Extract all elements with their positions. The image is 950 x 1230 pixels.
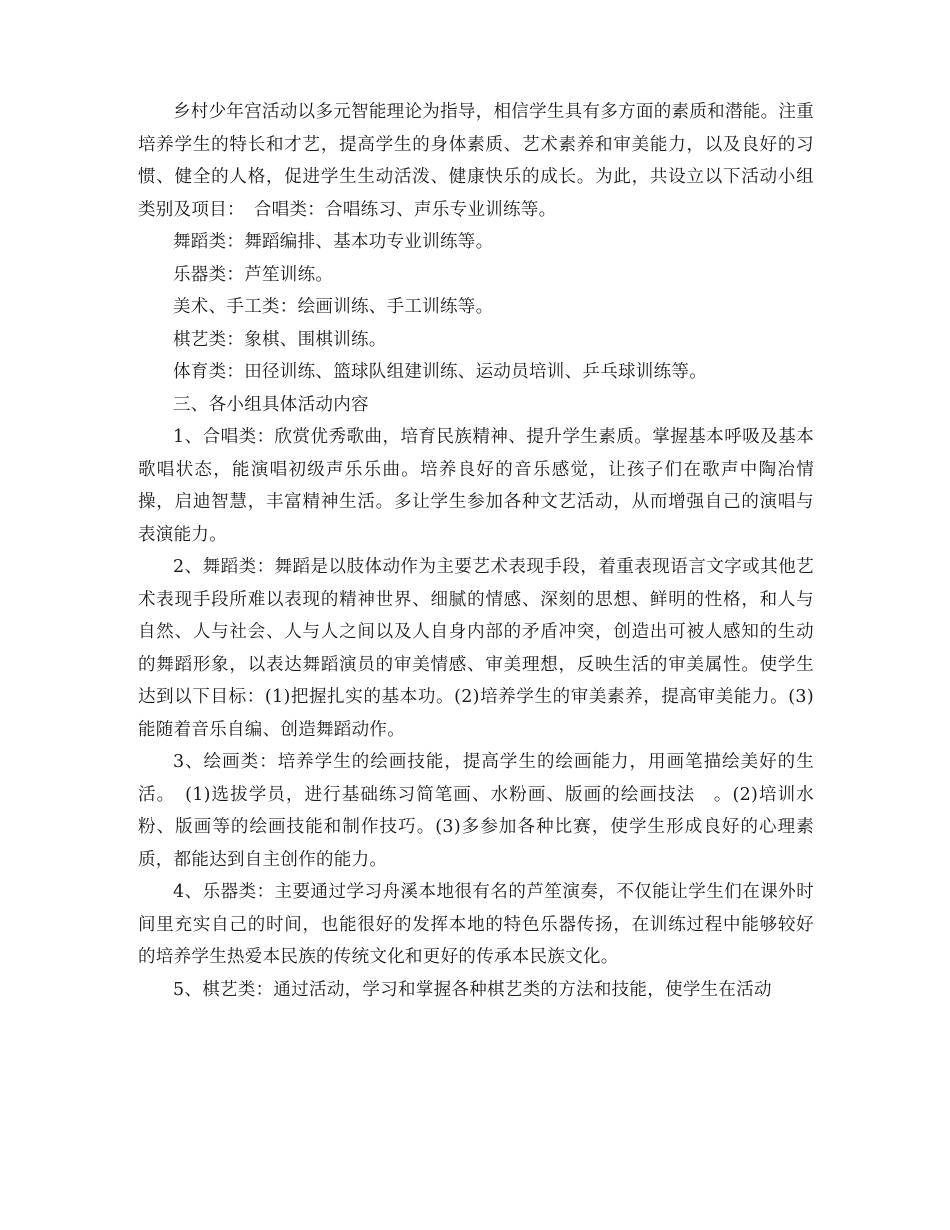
section-chess: 5、棋艺类：通过活动，学习和掌握各种棋艺类的方法和技能，使学生在活动 [173, 979, 772, 1000]
category-dance: 舞蹈类：舞蹈编排、基本功专业训练等。 [173, 232, 494, 252]
document-page [138, 96, 814, 1006]
section-heading: 三、各小组具体活动内容 [173, 394, 369, 415]
category-sports: 体育类：田径训练、篮球队组建训练、运动员培训、乒乓球训练等。 [173, 362, 707, 382]
section-chorus: 1、合唱类：欣赏优秀歌曲，培育民族精神、提升学生素质。掌握基本呼吸及基本歌唱状态，能演唱初级声乐乐曲。培养良好的音乐感觉，让孩子们在歌声中陶冶情操，启迪智慧，丰富精神生活。多让学生参加各种文艺活动，从而增强自己的演唱与表演能力。 [138, 427, 814, 545]
section-dance: 2、舞蹈类：舞蹈是以肢体动作为主要艺术表现手段，着重表现语言文字或其他艺术表现手段所难以表现的精神世界、细腻的情感、深刻的思想、鲜明的性格，和人与自然、人与社会、人与人之间以及人自身内部的矛盾冲突，创造出可被人感知的生动的舞蹈形象，以表达舞蹈演员的审美情感、审美理想，反映生活的审美属性。使学生达到以下目标：(1)把握扎实的基本功。(2)培养学生的审美素养，提高审美能力。(3)能随着音乐自编、创造舞蹈动作。 [138, 557, 814, 740]
category-instrument: 乐器类：芦笙训练。 [173, 264, 334, 285]
section-painting: 3、绘画类：培养学生的绘画技能，提高学生的绘画能力，用画笔描绘美好的生活。 (1)选拔学员，进行基础练习简笔画、水粉画、版画的绘画技法 。(2)培训水粉、版画等的绘画技能和制作技巧。(3)多参加各种比赛，使学生形成良好的心理素质，都能达到自主创作的能力。 [138, 752, 814, 870]
category-chess: 棋艺类：象棋、围棋训练。 [173, 329, 387, 350]
section-instrument: 4、乐器类：主要通过学习舟溪本地很有名的芦笙演奏，不仅能让学生们在课外时间里充实自己的时间，也能很好的发挥本地的特色乐器传扬，在训练过程中能够较好的培养学生热爱本民族的传统文化和更好的传承本民族文化。 [138, 882, 814, 967]
category-art-craft: 美术、手工类：绘画训练、手工训练等。 [173, 297, 494, 317]
intro-paragraph: 乡村少年宫活动以多元智能理论为指导，相信学生具有多方面的素质和潜能。注重培养学生的特长和才艺，提高学生的身体素质、艺术素养和审美能力，以及良好的习惯、健全的人格，促进学生生动活泼、健康快乐的成长。为此，共设立以下活动小组类别及项目： 合唱类：合唱练习、声乐专业训练等。 [138, 102, 814, 220]
